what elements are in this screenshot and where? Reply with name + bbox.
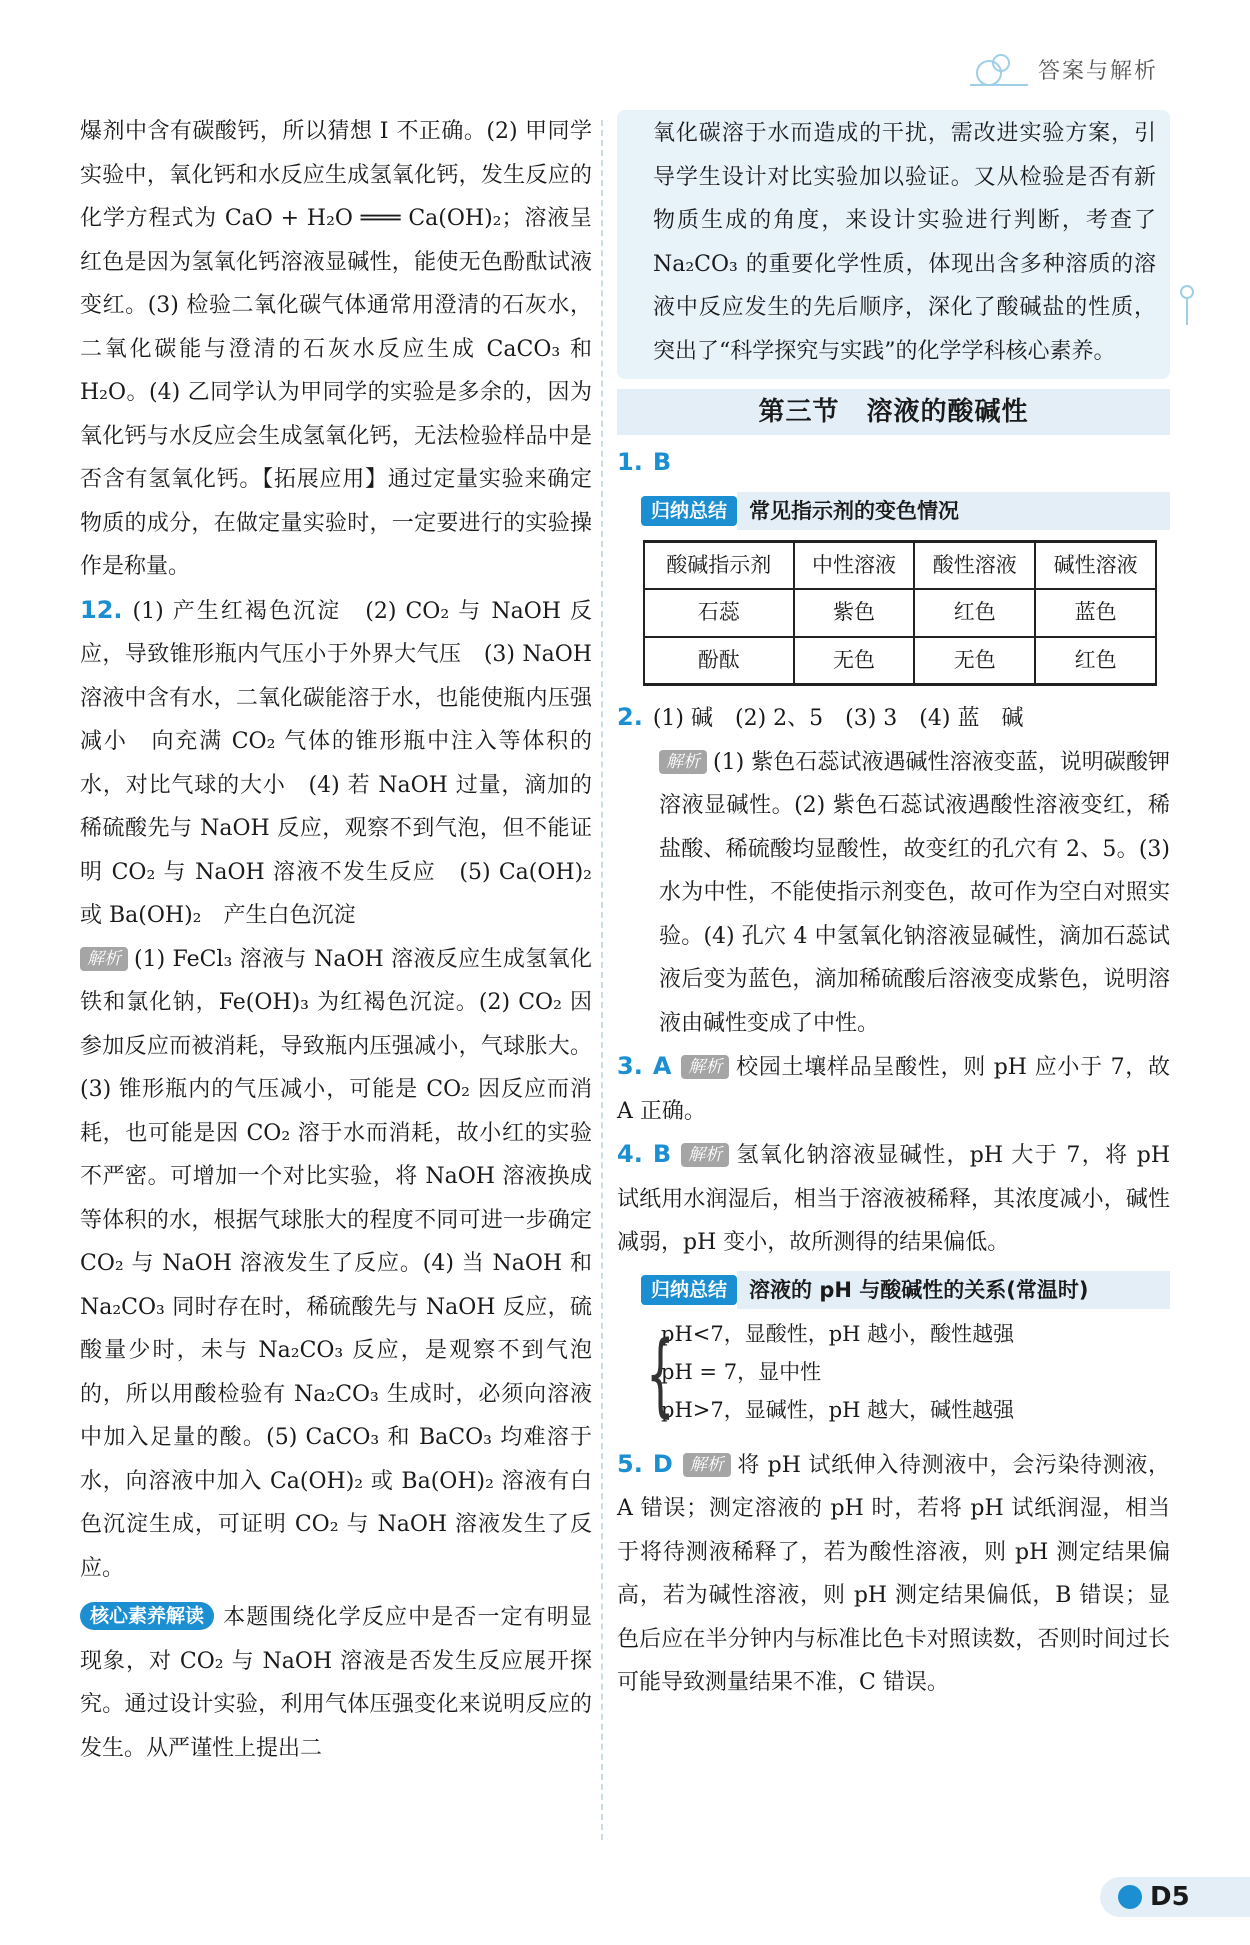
table-header-cell: 酸碱指示剂 — [644, 541, 794, 589]
brace-icon: { — [646, 1321, 675, 1427]
analysis-badge: 解析 — [681, 1143, 729, 1167]
q2-analysis-text: (1) 紫色石蕊试液遇碱性溶液变蓝，说明碳酸钾溶液显碱性。(2) 紫色石蕊试液遇酸性溶液变红，稀盐酸、稀硫酸均显酸性，故变红的孔穴有 2、5。(3) 水为中性，不能使指示剂变色，故可作为空白对照实验。(4) 孔穴 4 中氢氧化钠溶液显碱性，滴加石蕊试液后变为蓝色，滴加稀硫酸后溶液变成紫色，说明溶液由碱性变成了中性。 — [659, 749, 1170, 1036]
table-cell: 无色 — [794, 637, 915, 685]
ph-line: pH>7，显碱性，pH 越大，碱性越强 — [661, 1397, 1015, 1422]
table-header-cell: 酸性溶液 — [914, 541, 1035, 589]
q11-continuation: 爆剂中含有碳酸钙，所以猜想 Ⅰ 不正确。(2) 甲同学实验中，氧化钙和水反应生成氢氧化钙，发生反应的化学方程式为 CaO + H₂O ═══ Ca(OH)₂；溶液呈红色是因为氢氧化钙溶液显碱性，能使无色酚酞试液变红。(3) 检验二氧化碳气体通常用澄清的石灰水，二氧化碳能与澄清的石灰水反应生成 CaCO₃ 和 H₂O。(4) 乙同学认为甲同学的实验是多余的，因为氧化钙与水反应会生成氢氧化钙，无法检验样品中是否含有氢氧化钙。【拓展应用】通过定量实验来确定物质的成分，在做定量实验时，一定要进行的实验操作是称量。 — [80, 119, 592, 579]
table-cell: 蓝色 — [1035, 589, 1156, 637]
core-literacy-text: 本题围绕化学反应中是否一定有明显现象，对 CO₂ 与 NaOH 溶液是否发生反应展开探究。通过设计实验，利用气体压强变化来说明反应的发生。从严谨性上提出二 — [80, 1605, 592, 1761]
core-literacy-label: 核心素养解读 — [80, 1602, 214, 1630]
q4-answer-letter: B — [652, 1140, 672, 1168]
q3-analysis-text: 校园土壤样品呈酸性，则 pH 应小于 7，故 A 正确。 — [617, 1055, 1170, 1124]
table-cell: 石蕊 — [644, 589, 794, 637]
summary-title: 溶液的 pH 与酸碱性的关系(常温时) — [737, 1271, 1170, 1309]
summary-label: 归纳总结 — [641, 1275, 737, 1305]
table-row — [644, 589, 1156, 637]
q2-number: 2. — [617, 703, 643, 731]
q2-analysis — [617, 741, 1170, 1046]
ph-line: pH<7，显酸性，pH 越小，酸性越强 — [661, 1321, 1015, 1346]
q1-answer-letter: B — [652, 448, 672, 476]
summary-title: 常见指示剂的变色情况 — [737, 492, 1170, 530]
table-cell: 无色 — [914, 637, 1035, 685]
summary-label: 归纳总结 — [641, 496, 737, 526]
analysis-badge: 解析 — [659, 750, 707, 774]
q12-analysis-text: (1) FeCl₃ 溶液与 NaOH 溶液反应生成氢氧化铁和氯化钠，Fe(OH)₃ 为红褐色沉淀。(2) CO₂ 因参加反应而被消耗，导致瓶内压强减小，气球胀大。(3) 锥形瓶内的气压减小，可能是 CO₂ 因反应而消耗，也可能是因 CO₂ 溶于水而消耗，故小红的实验不严密。可增加一个对比实验，将 NaOH 溶液换成等体积的水，根据气球胀大的程度不同可进一步确定 CO₂ 与 NaOH 溶液发生了反应。(4) 当 NaOH 和 Na₂CO₃ 同时存在时，稀硫酸先与 NaOH 反应，硫酸量少时，未与 Na₂CO₃ 反应，是观察不到气泡的，所以用酸检验有 Na₂CO₃ 生成时，必须向溶液中加入足量的酸。(5) CaCO₃ 和 BaCO₃ 均难溶于水，向溶液中加入 Ca(OH)₂ 或 Ba(OH)₂ 溶液有白色沉淀生成，可证明 CO₂ 与 NaOH 溶液发生了反应。 — [80, 946, 592, 1581]
core-literacy-continuation-box — [617, 110, 1170, 379]
page-number: D5 — [1150, 1882, 1190, 1912]
header-title: 答案与解析 — [1037, 58, 1158, 84]
q5-analysis-text: 将 pH 试纸伸入待测液中，会污染待测液，A 错误；测定溶液的 pH 时，若将 pH 试纸润湿，相当于将待测液稀释了，若为酸性溶液，则 pH 测定结果偏高，若为碱性溶液，则 pH 测定结果偏低，B 错误；显色后应在半分钟内与标准比色卡对照读数，否则时间过长可能导致测量结果不准，C 错误。 — [617, 1452, 1170, 1695]
q4-answer — [617, 1133, 1170, 1265]
table-header-cell: 碱性溶液 — [1035, 541, 1156, 589]
indicator-table — [643, 540, 1157, 687]
analysis-badge: 解析 — [80, 947, 128, 971]
core-literacy-block — [80, 1596, 592, 1770]
table-cell: 红色 — [914, 589, 1035, 637]
q12-answer-text: (1) 产生红褐色沉淀 (2) CO₂ 与 NaOH 反应，导致锥形瓶内气压小于外界大气压 (3) NaOH 溶液中含有水，二氧化碳能溶于水，也能使瓶内压强减小 向充满 CO₂ 气体的锥形瓶中注入等体积的水，对比气球的大小 (4) 若 NaOH 过量，滴加的稀硫酸先与 NaOH 反应，观察不到气泡，但不能证明 CO₂ 与 NaOH 溶液不发生反应 (5) Ca(OH)₂ 或 Ba(OH)₂ 产生白色沉淀 — [80, 598, 592, 928]
q12-number: 12. — [80, 595, 123, 624]
section-title: 第三节 溶液的酸碱性 — [617, 389, 1170, 435]
table-cell: 酚酞 — [644, 637, 794, 685]
q5-number: 5. — [617, 1449, 643, 1478]
page-dot-icon — [1118, 1885, 1142, 1909]
page-footer — [1100, 1877, 1250, 1917]
ph-relation-list — [641, 1315, 1170, 1435]
summary-ph-header — [641, 1271, 1170, 1309]
q1-answer — [617, 441, 1170, 486]
q3-answer — [617, 1045, 1170, 1133]
header-decoration-icon — [970, 52, 1028, 86]
q5-answer — [617, 1443, 1170, 1705]
table-cell: 紫色 — [794, 589, 915, 637]
q4-number: 4. — [617, 1140, 643, 1168]
q2-answer-text: (1) 碱 (2) 2、5 (3) 3 (4) 蓝 碱 — [652, 706, 1024, 731]
q4-analysis-text: 氢氧化钠溶液显碱性，pH 大于 7，将 pH 试纸用水润湿后，相当于溶液被稀释，其浓度减小，碱性减弱，pH 变小，故所测得的结果偏低。 — [617, 1143, 1170, 1255]
table-header-row — [644, 541, 1156, 589]
q3-answer-letter: A — [652, 1052, 672, 1080]
column-divider — [601, 120, 603, 1840]
key-decoration-icon — [1180, 285, 1190, 325]
analysis-badge: 解析 — [681, 1055, 729, 1079]
analysis-badge: 解析 — [683, 1453, 731, 1477]
summary-indicator-header — [641, 492, 1170, 530]
table-row — [644, 637, 1156, 685]
table-cell: 红色 — [1035, 637, 1156, 685]
q5-answer-letter: D — [652, 1449, 673, 1478]
q1-number: 1. — [617, 448, 643, 476]
q12-analysis — [80, 938, 592, 1591]
core-literacy-continuation: 氧化碳溶于水而造成的干扰，需改进实验方案，引导学生设计对比实验加以验证。又从检验是否有新物质生成的角度，来设计实验进行判断，考查了 Na₂CO₃ 的重要化学性质，体现出含多种溶质的溶液中反应发生的先后顺序，深化了酸碱盐的性质，突出了“科学探究与实践”的化学学科核心素养。 — [653, 121, 1156, 364]
right-column — [617, 110, 1170, 1705]
left-column — [80, 110, 592, 1770]
table-header-cell: 中性溶液 — [794, 541, 915, 589]
q2-answer — [617, 696, 1170, 741]
q12-answer — [80, 589, 592, 938]
q3-number: 3. — [617, 1052, 643, 1080]
ph-line: pH = 7，显中性 — [661, 1359, 822, 1384]
page-header — [970, 52, 1158, 86]
